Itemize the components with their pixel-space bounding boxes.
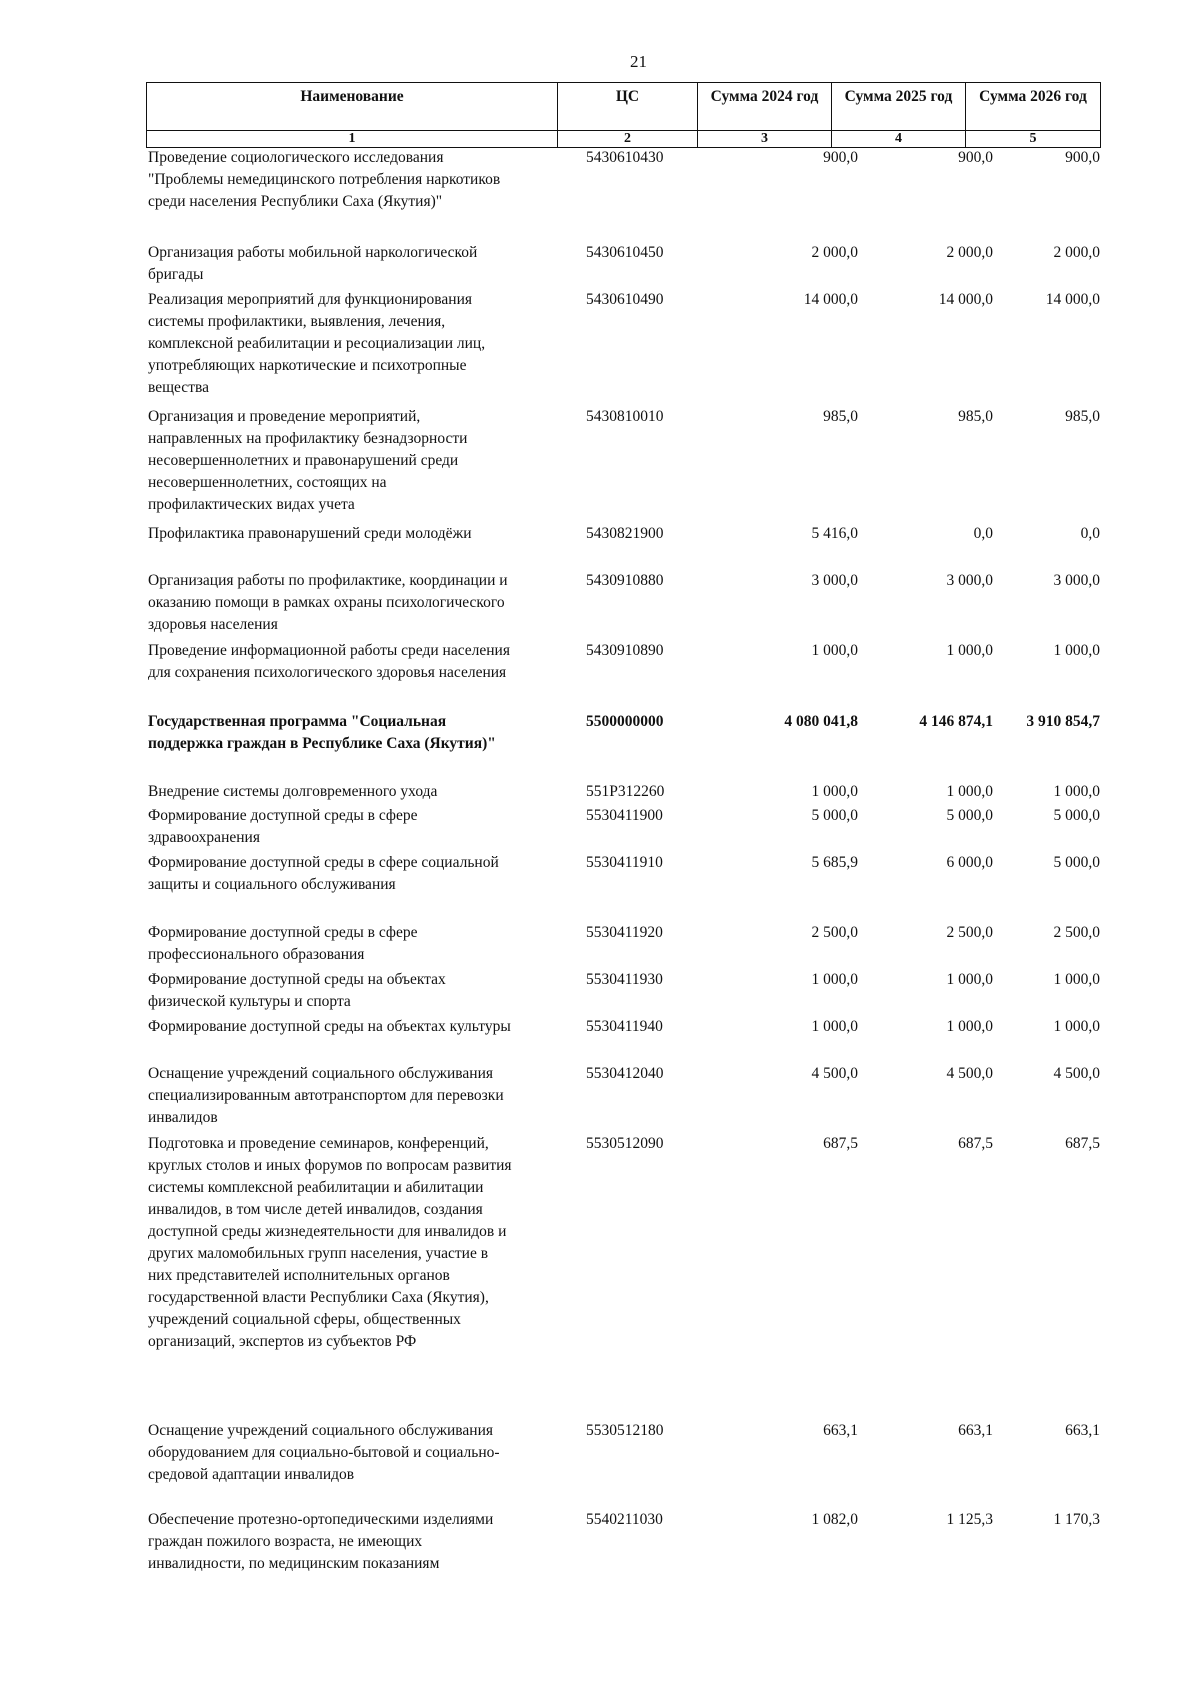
- row-sum-2026: 1 170,3: [1053, 1511, 1100, 1528]
- row-name: Внедрение системы долговременного ухода: [148, 783, 438, 800]
- row-sum-2026: 3 910 854,7: [1026, 713, 1100, 730]
- row-name: Оснащение учреждений социального обслуживания специализированным автотранспортом для перевозки инвалидов: [148, 1065, 504, 1126]
- row-name: Формирование доступной среды на объектах культуры: [148, 1018, 511, 1035]
- row-name: Государственная программа "Социальная поддержка граждан в Республике Саха (Якутия)": [148, 713, 496, 752]
- row-code: 5430910890: [586, 642, 664, 659]
- row-code: 5430610490: [586, 291, 664, 308]
- row-code: 551P312260: [586, 783, 665, 800]
- row-sum-2026: 1 000,0: [1053, 783, 1100, 800]
- header-name: Наименование: [147, 83, 558, 131]
- row-sum-2026: 5 000,0: [1053, 807, 1100, 824]
- row-sum-2025: 1 000,0: [946, 642, 993, 659]
- row-sum-2026: 663,1: [1065, 1422, 1100, 1439]
- row-code: 5430610430: [586, 149, 664, 166]
- row-sum-2024: 2 500,0: [811, 924, 858, 941]
- row-sum-2026: 1 000,0: [1053, 971, 1100, 988]
- row-name: Проведение информационной работы среди населения для сохранения психологического здоровья населения: [148, 642, 510, 681]
- row-sum-2025: 2 000,0: [946, 244, 993, 261]
- row-sum-2024: 900,0: [823, 149, 858, 166]
- row-code: 5530411900: [586, 807, 663, 824]
- row-sum-2024: 4 080 041,8: [784, 713, 858, 730]
- row-code: 5430910880: [586, 572, 664, 589]
- column-number: 5: [966, 131, 1101, 148]
- column-number: 3: [698, 131, 832, 148]
- row-sum-2026: 5 000,0: [1053, 854, 1100, 871]
- row-name: Подготовка и проведение семинаров, конференций, круглых столов и иных форумов по вопросам развития системы комплексной реабилитации и абилитации инвалидов, в том числе детей инвалидов, создания доступной среды жизнедеятельности для инвалидов и других маломобильных групп населения, участие в них представителей исполнительных органов государственной власти Республики Саха (Якутия), учреждений социальной сферы, общественных организаций, экспертов из субъектов РФ: [148, 1135, 512, 1350]
- row-code: 5530411940: [586, 1018, 663, 1035]
- row-code: 5530411910: [586, 854, 663, 871]
- row-code: 5530411930: [586, 971, 663, 988]
- row-name: Оснащение учреждений социального обслуживания оборудованием для социально-бытовой и социально- средовой адаптации инвалидов: [148, 1422, 500, 1483]
- row-sum-2024: 5 685,9: [811, 854, 858, 871]
- row-sum-2024: 663,1: [823, 1422, 858, 1439]
- row-sum-2025: 985,0: [958, 408, 993, 425]
- row-code: 5500000000: [586, 713, 664, 730]
- row-code: 5530411920: [586, 924, 663, 941]
- row-name: Профилактика правонарушений среди молодёжи: [148, 525, 472, 542]
- row-sum-2025: 663,1: [958, 1422, 993, 1439]
- row-sum-2026: 1 000,0: [1053, 642, 1100, 659]
- row-sum-2025: 6 000,0: [946, 854, 993, 871]
- header-code: ЦС: [558, 83, 698, 131]
- row-code: 5530512090: [586, 1135, 664, 1152]
- row-sum-2024: 5 416,0: [811, 525, 858, 542]
- row-sum-2025: 14 000,0: [938, 291, 993, 308]
- row-sum-2025: 1 000,0: [946, 783, 993, 800]
- row-name: Организация работы мобильной наркологической бригады: [148, 244, 478, 283]
- row-sum-2026: 4 500,0: [1053, 1065, 1100, 1082]
- row-name: Формирование доступной среды на объектах физической культуры и спорта: [148, 971, 446, 1010]
- row-sum-2025: 900,0: [958, 149, 993, 166]
- row-sum-2025: 1 000,0: [946, 1018, 993, 1035]
- row-sum-2026: 3 000,0: [1053, 572, 1100, 589]
- row-sum-2025: 1 125,3: [946, 1511, 993, 1528]
- row-sum-2026: 14 000,0: [1045, 291, 1100, 308]
- row-sum-2024: 985,0: [823, 408, 858, 425]
- row-name: Реализация мероприятий для функционирования системы профилактики, выявления, лечения, комплексной реабилитации и ресоциализации лиц, употребляющих наркотические и психотропные вещества: [148, 291, 486, 396]
- row-sum-2024: 687,5: [823, 1135, 858, 1152]
- row-sum-2024: 1 000,0: [811, 783, 858, 800]
- row-sum-2025: 687,5: [958, 1135, 993, 1152]
- row-sum-2025: 4 500,0: [946, 1065, 993, 1082]
- row-code: 5430810010: [586, 408, 664, 425]
- row-name: Формирование доступной среды в сфере здравоохранения: [148, 807, 418, 846]
- row-name: Формирование доступной среды в сфере профессионального образования: [148, 924, 418, 963]
- row-sum-2025: 0,0: [973, 525, 993, 542]
- row-sum-2026: 900,0: [1065, 149, 1100, 166]
- row-sum-2025: 1 000,0: [946, 971, 993, 988]
- row-sum-2026: 2 500,0: [1053, 924, 1100, 941]
- row-code: 5430821900: [586, 525, 664, 542]
- column-number: 4: [832, 131, 966, 148]
- column-number: 1: [147, 131, 558, 148]
- column-number: 2: [558, 131, 698, 148]
- row-sum-2026: 0,0: [1080, 525, 1100, 542]
- row-sum-2024: 14 000,0: [803, 291, 858, 308]
- row-name: Формирование доступной среды в сфере социальной защиты и социального обслуживания: [148, 854, 499, 893]
- row-sum-2024: 3 000,0: [811, 572, 858, 589]
- row-sum-2025: 2 500,0: [946, 924, 993, 941]
- row-name: Организация работы по профилактике, координации и оказанию помощи в рамках охраны психологического здоровья населения: [148, 572, 508, 633]
- row-sum-2024: 4 500,0: [811, 1065, 858, 1082]
- row-sum-2024: 1 000,0: [811, 1018, 858, 1035]
- row-sum-2026: 1 000,0: [1053, 1018, 1100, 1035]
- row-sum-2025: 4 146 874,1: [919, 713, 993, 730]
- row-name: Обеспечение протезно-ортопедическими изделиями граждан пожилого возраста, не имеющих инвалидности, по медицинским показаниям: [148, 1511, 494, 1572]
- row-name: Организация и проведение мероприятий, направленных на профилактику безнадзорности несовершеннолетних и правонарушений среди несовершеннолетних, состоящих на профилактических видах учета: [148, 408, 468, 513]
- row-code: 5540211030: [586, 1511, 663, 1528]
- row-sum-2025: 3 000,0: [946, 572, 993, 589]
- row-code: 5530512180: [586, 1422, 664, 1439]
- row-sum-2024: 5 000,0: [811, 807, 858, 824]
- row-code: 5530412040: [586, 1065, 664, 1082]
- row-sum-2024: 1 082,0: [811, 1511, 858, 1528]
- row-sum-2024: 1 000,0: [811, 642, 858, 659]
- row-sum-2026: 2 000,0: [1053, 244, 1100, 261]
- header-sum-2025: Сумма 2025 год: [832, 83, 966, 131]
- header-sum-2024: Сумма 2024 год: [698, 83, 832, 131]
- row-name: Проведение социологического исследования "Проблемы немедицинского потребления наркотиков среди населения Республики Саха (Якутия)": [148, 149, 501, 210]
- row-sum-2026: 687,5: [1065, 1135, 1100, 1152]
- header-sum-2026: Сумма 2026 год: [966, 83, 1101, 131]
- row-sum-2024: 2 000,0: [811, 244, 858, 261]
- page-number: 21: [630, 52, 647, 71]
- row-sum-2025: 5 000,0: [946, 807, 993, 824]
- table-header: [146, 82, 1101, 148]
- row-code: 5430610450: [586, 244, 664, 261]
- row-sum-2026: 985,0: [1065, 408, 1100, 425]
- row-sum-2024: 1 000,0: [811, 971, 858, 988]
